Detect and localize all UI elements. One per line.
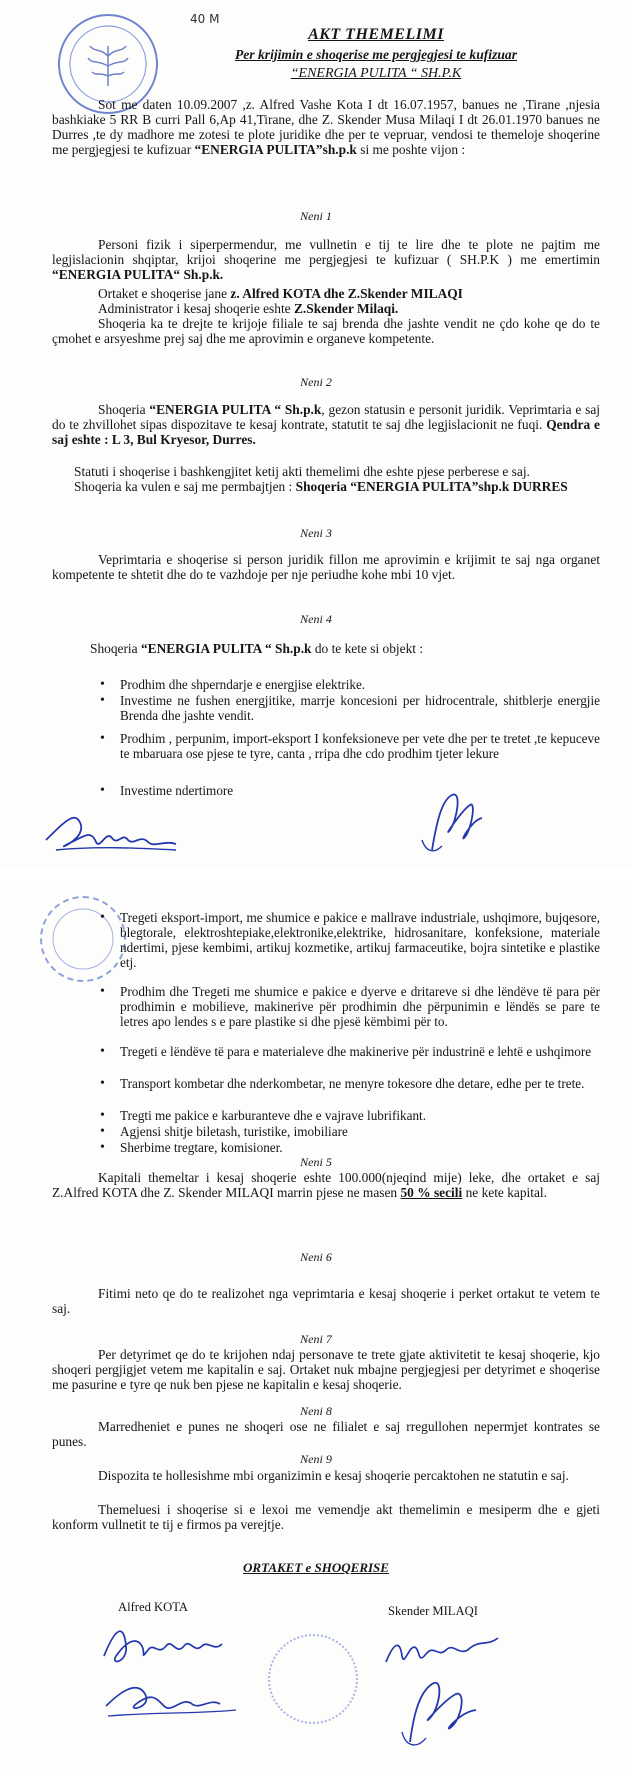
intro-end: si me poshte vijon : xyxy=(356,142,466,157)
neni-2-text-rest: , gezon statusin e personit juridik. Veprimtaria e saj do te zhvillohet sipas dispozitave te kesaj kontrate, statutit te saj dhe legjislacionit ne fuqi. xyxy=(52,402,600,432)
intro-text: Sot me daten 10.09.2007 ,z. Alfred Vashe Kota I dt 16.07.1957, banues ne ,Tirane ,njesia bashkiake 5 RR B curri Pall 6,Ap 41,Tirane, dhe Z. Skender Musa Milaqi I dt 26.01.1970 banues ne Durres ,te dy madhore me zotesi te plote juridike dhe per te vepruar, vendosi te themeloje shoqerine me pergjegjesi te kufizuar xyxy=(52,97,600,157)
list-item: • Investime ne fushen energjitike, marrje koncesioni per hidrocentrale, shitblerje energjie Brenda dhe jashte vendit. xyxy=(120,693,600,723)
list-item: • Prodhim dhe Tregeti me shumice e pakice e dyerve e dritareve si dhe lëndëve të para për prodhimin e mobilieve, makinerive për prodhimin dhe përpunimin e lëndës se pare te letres apo lendes s e pare plastike si dhe pjesë këmbimi për to. xyxy=(120,984,600,1029)
company-name: “ENERGIA PULITA “ Sh.p.k xyxy=(140,641,312,656)
neni-4-heading: Neni 4 xyxy=(300,612,332,626)
official-stamp-bottom xyxy=(268,1634,358,1724)
neni-3-heading: Neni 3 xyxy=(300,526,332,540)
list-item: • Sherbime tregtare, komisioner. xyxy=(120,1140,600,1155)
corner-note: 40 M xyxy=(190,12,220,26)
neni-1-administrator xyxy=(52,301,600,316)
neni-1-partners xyxy=(52,286,600,301)
neni-1-heading: Neni 1 xyxy=(300,209,332,223)
list-item: • Prodhim , perpunim, import-eksport I konfeksioneve per vete dhe per te tretet ,te kepuceve te mbaruara ose pjese te tyre, canta , rripa dhe cdo prodhim tjeter lekure xyxy=(120,731,600,761)
neni-9-paragraph-1: Dispozita te hollesishme mbi organizimin e kesaj shoqerie percaktohen ne statutin e saj. xyxy=(98,1468,569,1483)
signature-alfred-kota xyxy=(96,1616,256,1726)
seal-label: Shoqeria ka vulen e saj me permbajtjen : xyxy=(74,479,296,494)
document-title: AKT THEMELIMI xyxy=(308,26,444,43)
list-item: • Tregti me pakice e karburanteve dhe e vajrave lubrifikant. xyxy=(120,1108,600,1123)
administrator-name: Z.Skender Milaqi. xyxy=(293,301,399,316)
administrator-label: Administrator i kesaj shoqerie eshte xyxy=(98,301,294,316)
neni-9-paragraph-2: Themeluesi i shoqerise si e lexoi me vemendje akt themelimin e mesiperm dhe e gjeti konform vullnetit te tij e firmos pa verejtje. xyxy=(52,1502,600,1532)
signature-alfred-kota-initial xyxy=(36,800,186,860)
neni-7-paragraph: Per detyrimet qe do te krijohen ndaj personave te trete gjate aktivitetit te kesaj shoqerie, kjo shoqeri pergjigjet vetem me kapitalin e saj. Ortaket nuk mbajne pergjegjesi per detyrimet e shoqerise me pasurine e tyre qe nuk ben pjese ne kapitalin e kesaj shoqerie. xyxy=(52,1347,600,1392)
neni-1-text: Personi fizik i siperpermendur, me vullnetin e tij te lire dhe te plote ne pajtim me legjislacionin shqiptar, krijoi shoqerine me pergjegjesi te kufizuar ( SH.P.K ) me emertimin xyxy=(52,237,600,267)
stamp-emblem-icon xyxy=(42,898,124,980)
neni-1-paragraph-1 xyxy=(52,237,600,282)
neni-5-text-end: ne kete kapital. xyxy=(462,1185,548,1200)
list-item: • Tregeti eksport-import, me shumice e pakice e mallrave industriale, ushqimore, bujqesore, blegtorale, elektroshtepiake,elektronike,elektrike, hidrosanitare, konfeksione, materiale ndertimi, pjese kembimi, artikuj kozmetike, artikuj farmaceutike, bojra sintetike e plastike etj. xyxy=(120,910,600,970)
list-item: • Tregeti e lëndëve të para e materialeve dhe makinerive për industrinë e lehtë e ushqimore xyxy=(120,1044,600,1059)
neni-2-paragraph-1 xyxy=(52,402,600,447)
neni-8-heading: Neni 8 xyxy=(300,1404,332,1418)
list-item: • Prodhim dhe shperndarje e energjise elektrike. xyxy=(120,677,600,692)
list-item: • Agjensi shitje biletash, turistike, imobiliare xyxy=(120,1124,600,1139)
capital-share: 50 % secili xyxy=(400,1185,463,1200)
neni-2-statute: Statuti i shoqerise i bashkengjitet ketij akti themelimi dhe eshte pjese perberese e saj. xyxy=(74,464,530,479)
intro-paragraph xyxy=(52,97,600,157)
neni-8-paragraph: Marredheniet e punes ne shoqeri ose ne filialet e saj rregullohen nepermjet kontrates se punes. xyxy=(52,1419,600,1449)
list-item: • Investime ndertimore xyxy=(120,783,600,798)
page-separator xyxy=(0,868,632,882)
company-name: “ENERGIA PULITA“ Sh.p.k. xyxy=(52,267,224,282)
neni-1-branches: Shoqeria ka te drejte te krijoje filiale te saj brenda dhe jashte vendit ne çdo kohe qe do te çmohet e arsyeshme prej saj dhe me aprovimin e organeve kompetente. xyxy=(52,316,600,346)
company-name: “ENERGIA PULITA”sh.p.k xyxy=(194,142,357,157)
signature-skender-milaqi xyxy=(380,1612,530,1752)
neni-5-paragraph xyxy=(52,1170,600,1200)
headquarters-address: Qendra e saj eshte : L 3, Bul Kryesor, Durres. xyxy=(52,417,600,447)
list-item: • Transport kombetar dhe nderkombetar, ne menyre tokesore dhe detare, edhe per te trete. xyxy=(120,1076,600,1091)
neni-4-text-end: do te kete si objekt : xyxy=(311,641,424,656)
neni-4-intro xyxy=(52,641,600,656)
neni-5-text: Kapitali themeltar i kesaj shoqerie eshte 100.000(njeqind mije) leke, dhe ortaket e saj Z.Alfred KOTA dhe Z. Skender MILAQI marrin pjese ne masen xyxy=(52,1170,600,1200)
signature-skender-milaqi-initial xyxy=(412,780,492,860)
signatures-heading: ORTAKET e SHOQERISE xyxy=(243,1560,389,1575)
neni-5-heading: Neni 5 xyxy=(300,1155,332,1169)
company-name-heading: “ENERGIA PULITA “ SH.P.K xyxy=(290,66,462,81)
neni-9-heading: Neni 9 xyxy=(300,1452,332,1466)
neni-6-heading: Neni 6 xyxy=(300,1250,332,1264)
neni-3-paragraph: Veprimtaria e shoqerise si person juridik fillon me aprovimin e krijimit te saj nga organet kompetente te shtetit dhe do te vazhdoje per nje periudhe kohe mbi 10 vjet. xyxy=(52,552,600,582)
neni-2-seal xyxy=(52,479,600,494)
neni-6-paragraph: Fitimi neto qe do te realizohet nga veprimtaria e kesaj shoqerie i perket ortakut te vetem te saj. xyxy=(52,1286,600,1316)
official-stamp-page-2 xyxy=(40,896,126,982)
neni-2-text: Shoqeria xyxy=(98,402,150,417)
partners-names: z. Alfred KOTA dhe Z.Skender MILAQI xyxy=(230,286,463,301)
document-subtitle: Per krijimin e shoqerise me pergjegjesi te kufizuar xyxy=(234,47,518,62)
document-page-1 xyxy=(0,0,632,868)
partners-label: Ortaket e shoqerise jane xyxy=(98,286,231,301)
seal-content: Shoqeria “ENERGIA PULITA”shp.k DURRES xyxy=(295,479,568,494)
company-name: “ENERGIA PULITA “ Sh.p.k xyxy=(149,402,322,417)
signatory-name-left: Alfred KOTA xyxy=(118,1600,188,1614)
neni-2-heading: Neni 2 xyxy=(300,375,332,389)
neni-7-heading: Neni 7 xyxy=(300,1332,332,1346)
document-page-2 xyxy=(0,882,632,1774)
neni-4-text: Shoqeria xyxy=(90,641,141,656)
signatory-name-right: Skender MILAQI xyxy=(388,1604,478,1618)
